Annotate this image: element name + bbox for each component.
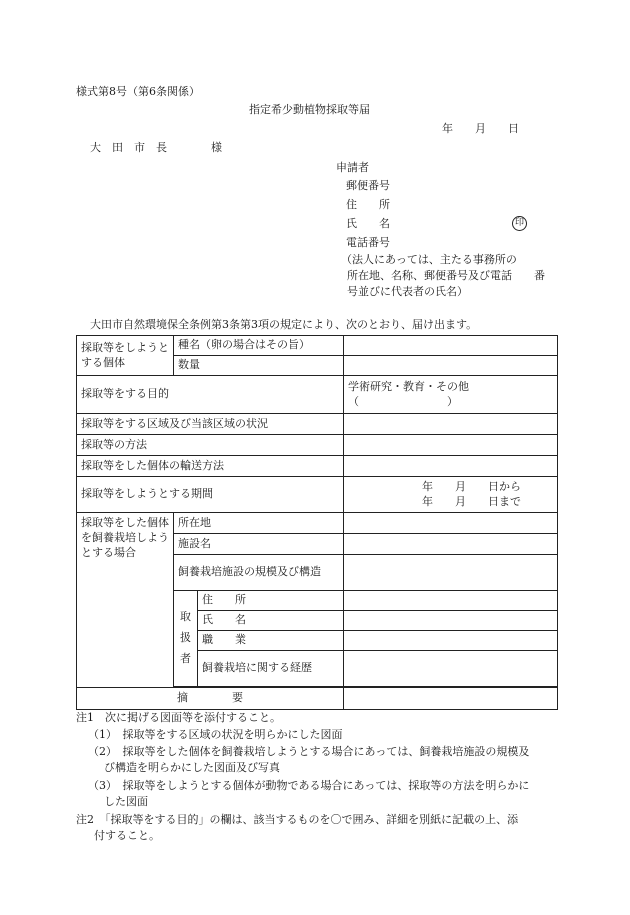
- transport-field[interactable]: [344, 456, 558, 477]
- address-label: 住 所: [346, 198, 390, 211]
- note-1-item-2b: び構造を明らかにした図面及び写真: [104, 761, 280, 774]
- remarks-field[interactable]: [344, 688, 558, 710]
- quantity-field[interactable]: [344, 356, 558, 376]
- quantity-label: 数量: [174, 356, 344, 376]
- subject-label: 採取等をしようとする個体: [77, 336, 174, 376]
- facility-label: 施設名: [174, 534, 344, 555]
- handler-name-field[interactable]: [344, 611, 558, 631]
- scale-field[interactable]: [344, 555, 558, 591]
- method-label: 採取等の方法: [77, 435, 344, 456]
- handler-name-label: 氏 名: [198, 611, 344, 631]
- corporate-note-line2: 所在地、名称、郵便番号及び電話 番: [347, 269, 545, 282]
- date-field: 年 月 日: [442, 122, 519, 135]
- note-1: 注1 次に掲げる図面等を添付すること。: [76, 711, 281, 724]
- handler-career-field[interactable]: [344, 651, 558, 687]
- handler-address-field[interactable]: [344, 591, 558, 611]
- note-2b: 付すること。: [94, 829, 160, 842]
- postal-code-label: 郵便番号: [346, 179, 390, 192]
- form-number: 様式第8号（第6条関係）: [76, 85, 200, 98]
- intro-text: 大田市自然環境保全条例第3条第3項の規定により、次のとおり、届け出ます。: [90, 318, 478, 331]
- note-2a: 注2 「採取等をする目的」の欄は、該当するものを〇で囲み、詳細を別紙に記載の上、添: [76, 813, 519, 826]
- handler-job-field[interactable]: [344, 631, 558, 651]
- area-label: 採取等をする区域及び当該区域の状況: [77, 414, 344, 435]
- note-1-item-3a: （3） 採取等をしようとする個体が動物である場合にあっては、採取等の方法を明らかに: [88, 779, 530, 792]
- note-1-item-1: （1） 採取等をする区域の状況を明らかにした図面: [88, 728, 343, 741]
- addressee: 大 田 市 長 様: [90, 141, 222, 154]
- purpose-field[interactable]: [344, 376, 558, 414]
- transport-label: 採取等をした個体の輸送方法: [77, 456, 344, 477]
- form-title: 指定希少動植物採取等届: [249, 103, 370, 116]
- phone-label: 電話番号: [346, 236, 390, 249]
- applicant-label: 申請者: [336, 161, 369, 174]
- breeding-label: 採取等をした個体を飼養栽培しようとする場合: [77, 513, 174, 688]
- scale-label: 飼養栽培施設の規模及び構造: [174, 555, 344, 591]
- handler-label: 取扱者: [174, 591, 198, 687]
- seal-mark: 印: [512, 216, 527, 231]
- application-form-table: [76, 335, 558, 710]
- name-label: 氏 名: [346, 217, 390, 230]
- corporate-note-line1: （法人にあっては、主たる事務所の: [341, 253, 517, 266]
- species-field[interactable]: [344, 336, 558, 356]
- note-1-item-3b: した図面: [104, 795, 148, 808]
- corporate-note-line3: 号並びに代表者の氏名）: [347, 285, 468, 298]
- species-label: 種名（卵の場合はその旨）: [174, 336, 344, 356]
- purpose-label: 採取等をする目的: [77, 376, 344, 414]
- purpose-options: 学術研究・教育・その他: [348, 379, 469, 393]
- period-from: 年 月 日から: [422, 479, 521, 493]
- period-label: 採取等をしようとする期間: [77, 477, 344, 513]
- handler-career-label: 飼養栽培に関する経歴: [198, 651, 344, 687]
- handler-job-label: 職 業: [198, 631, 344, 651]
- facility-field[interactable]: [344, 534, 558, 555]
- method-field[interactable]: [344, 435, 558, 456]
- period-field[interactable]: [344, 477, 558, 513]
- period-to: 年 月 日まで: [422, 494, 521, 508]
- handler-address-label: 住 所: [198, 591, 344, 611]
- location-label: 所在地: [174, 513, 344, 534]
- location-field[interactable]: [344, 513, 558, 534]
- purpose-other-paren: （ ）: [348, 394, 458, 408]
- remarks-label: 摘 要: [77, 688, 344, 710]
- area-field[interactable]: [344, 414, 558, 435]
- note-1-item-2a: （2） 採取等をした個体を飼養栽培しようとする場合にあっては、飼養栽培施設の規模及: [88, 745, 530, 758]
